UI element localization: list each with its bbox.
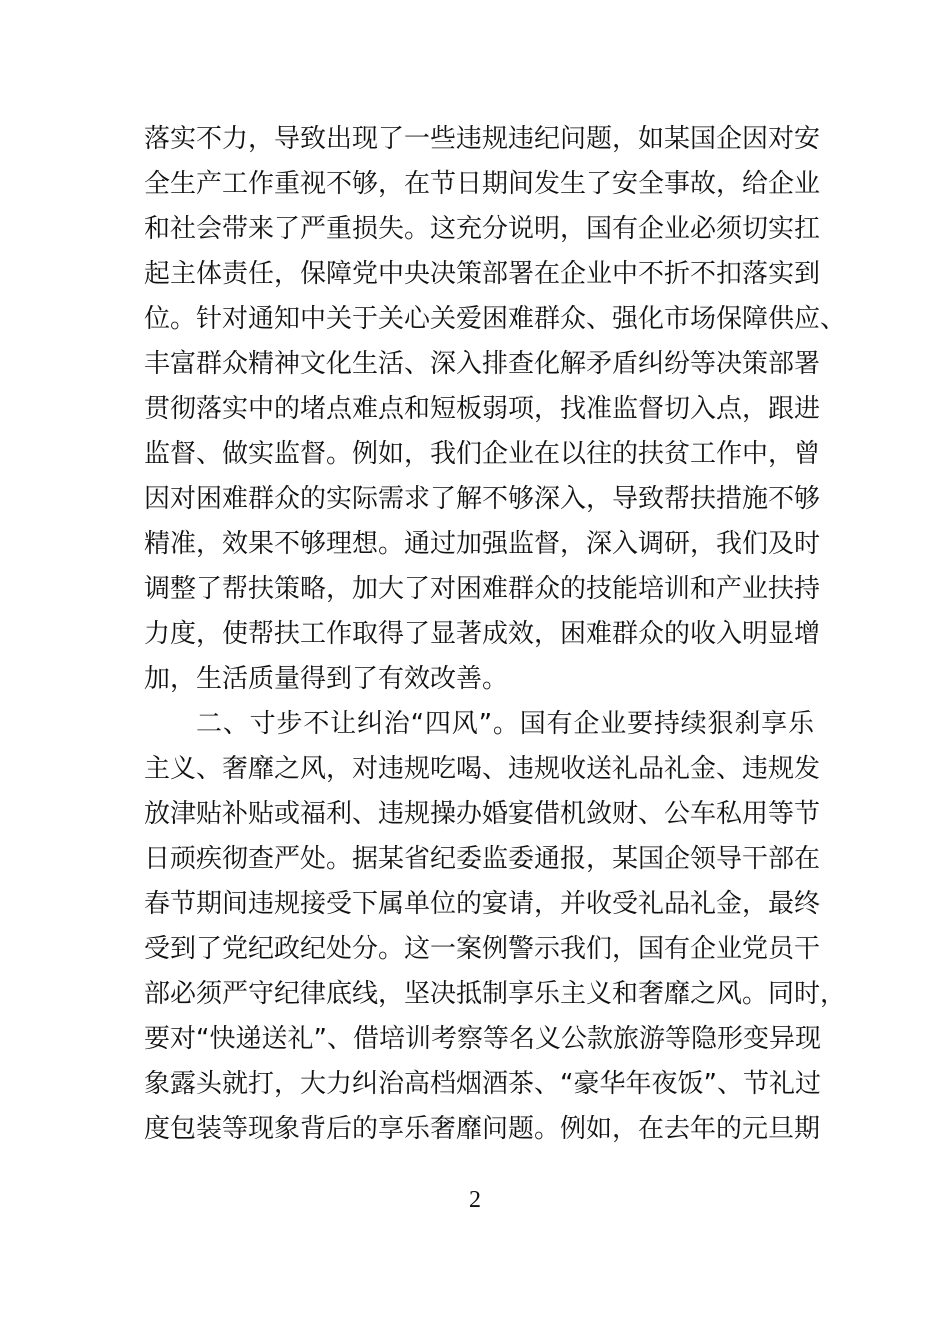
body-text [144, 117, 847, 1152]
text-line: 部必须严守纪律底线，坚决抵制享乐主义和奢靡之风。同时， [144, 979, 847, 1009]
text-line: 主义、奢靡之风，对违规吃喝、违规收送礼品礼金、违规发 [144, 754, 821, 784]
text-line: 力度，使帮扶工作取得了显著成效，困难群众的收入明显增 [144, 619, 821, 649]
text-line: 落实不力，导致出现了一些违规违纪问题，如某国企因对安 [144, 124, 821, 154]
text-line: 和社会带来了严重损失。这充分说明，国有企业必须切实扛 [144, 214, 821, 244]
paragraph-end-line: 加，生活质量得到了有效改善。 [144, 664, 509, 694]
text-line: 春节期间违规接受下属单位的宴请，并收受礼品礼金，最终 [144, 889, 821, 919]
text-line: 丰富群众精神文化生活、深入排查化解矛盾纠纷等决策部署 [144, 349, 821, 379]
text-line: 起主体责任，保障党中央决策部署在企业中不折不扣落实到 [144, 259, 821, 289]
text-line: 日顽疾彻查严处。据某省纪委监委通报，某国企领导干部在 [144, 844, 821, 874]
text-line: 位。针对通知中关于关心关爱困难群众、强化市场保障供应、 [144, 304, 847, 334]
text-line: 贯彻落实中的堵点难点和短板弱项，找准监督切入点，跟进 [144, 394, 821, 424]
text-line: 监督、做实监督。例如，我们企业在以往的扶贫工作中，曾 [144, 439, 821, 469]
text-line: 度包装等现象背后的享乐奢靡问题。例如，在去年的元旦期 [144, 1114, 821, 1144]
text-line: 要对“快递送礼”、借培训考察等名义公款旅游等隐形变异现 [144, 1024, 821, 1054]
text-line: 受到了党纪政纪处分。这一案例警示我们，国有企业党员干 [144, 934, 821, 964]
text-line: 全生产工作重视不够，在节日期间发生了安全事故，给企业 [144, 169, 821, 199]
section-heading-line: 二、寸步不让纠治“四风”。国有企业要持续狠刹享乐 [196, 709, 814, 739]
text-line: 象露头就打，大力纠治高档烟酒茶、“豪华年夜饭”、节礼过 [144, 1069, 821, 1099]
text-line: 放津贴补贴或福利、违规操办婚宴借机敛财、公车私用等节 [144, 799, 821, 829]
page-number: 2 [469, 1187, 481, 1213]
text-line: 精准，效果不够理想。通过加强监督，深入调研，我们及时 [144, 529, 821, 559]
text-line: 调整了帮扶策略，加大了对困难群众的技能培训和产业扶持 [144, 574, 821, 604]
text-line: 因对困难群众的实际需求了解不够深入，导致帮扶措施不够 [144, 484, 821, 514]
